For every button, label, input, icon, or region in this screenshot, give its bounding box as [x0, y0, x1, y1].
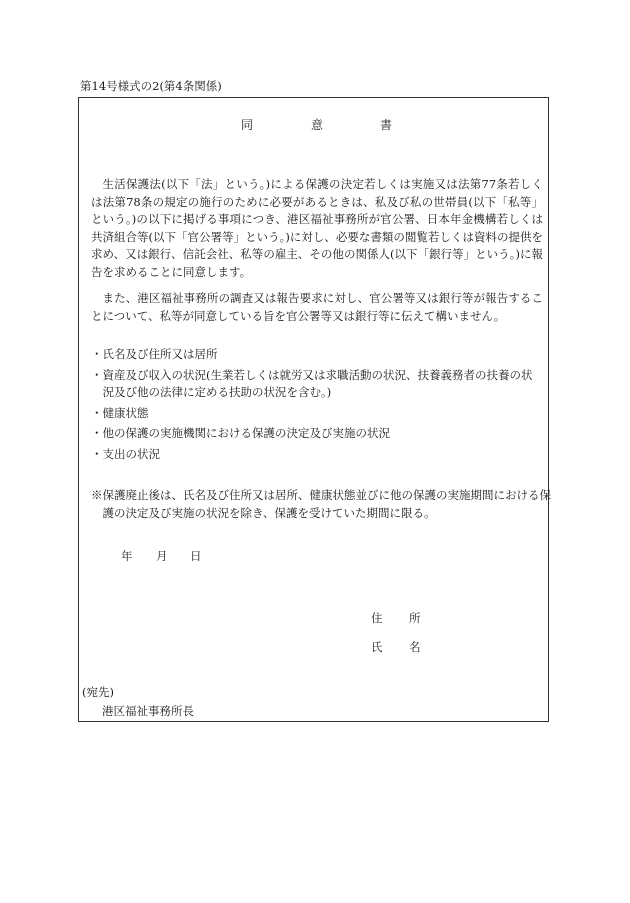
address-label-char-1: 住 [371, 611, 383, 625]
list-item [91, 446, 543, 464]
list-item-text: 資産及び収入の状況(生業若しくは就労又は求職活動の状況、扶養義務者の扶養の状況及び他の法律に定める扶助の状況を含む。) [102, 367, 533, 400]
title-char-3: 書 [380, 118, 393, 132]
list-item [91, 367, 543, 402]
title-char-2: 意 [311, 118, 324, 132]
address-label-char-2: 所 [409, 611, 421, 625]
bullet-mark: ・ [91, 405, 103, 420]
note-text: ※保護廃止後は、氏名及び住所又は居所、健康状態並びに他の保護の実施期間における保護の決定及び実施の状況を除き、保護を受けていた期間に限る。 [91, 488, 551, 520]
list-item-text: 他の保護の実施機関における保護の決定及び実施の状況 [102, 426, 390, 441]
name-label-char-1: 氏 [371, 640, 383, 654]
list-item [91, 425, 543, 443]
consent-paragraph-2: また、港区福祉事務所の調査又は報告要求に対し、官公署等又は銀行等が報告することについて、私等が同意している旨を官公署等又は銀行等に伝えて構いません。 [91, 291, 543, 323]
consent-items-list [91, 346, 543, 467]
date-year-label: 年 [121, 549, 133, 563]
addressee-label: (宛先) [82, 685, 114, 699]
form-number: 第14号様式の2(第4条関係) [80, 79, 222, 93]
list-item-text: 支出の状況 [102, 446, 160, 461]
title-char-1: 同 [241, 118, 254, 132]
bullet-mark: ・ [91, 347, 103, 361]
bullet-mark: ・ [91, 426, 103, 441]
date-day-label: 日 [190, 549, 202, 563]
list-item-text: 氏名及び住所又は居所 [102, 347, 218, 361]
name-label-char-2: 名 [409, 640, 421, 654]
bullet-mark: ・ [91, 367, 103, 382]
list-item [91, 405, 543, 423]
list-item-text: 健康状態 [102, 405, 149, 420]
addressee: 港区福祉事務所長 [102, 704, 194, 718]
consent-paragraph-1: 生活保護法(以下「法」という。)による保護の決定若しくは実施又は法第77条若しくは法第78条の規定の施行のために必要があるときは、私及び私の世帯員(以下「私等」という。)の以下に掲げる事項につき、港区福祉事務所が官公署、日本年金機構若しくは共済組合等(以下「官公署等」という。)に対し、必要な書類の閲覧若しくは資料の提供を求め、又は銀行、信託会社、私等の雇主、その他の関係人(以下「銀行等」という。)に報告を求めることに同意します。 [91, 177, 543, 279]
date-month-label: 月 [156, 549, 168, 563]
list-item [91, 346, 543, 364]
bullet-mark: ・ [91, 446, 103, 461]
